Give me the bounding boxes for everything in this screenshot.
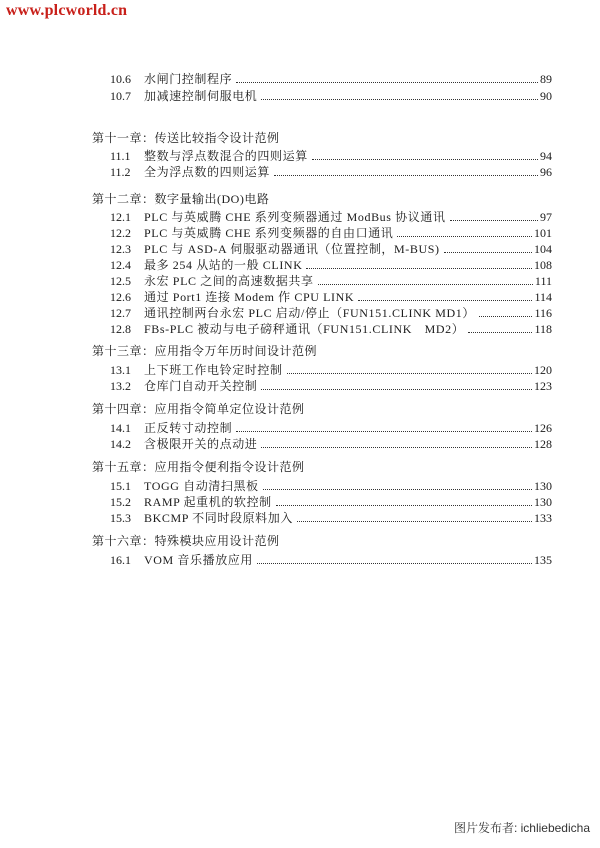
section-title: 水闸门控制程序 — [144, 72, 233, 86]
dot-leader — [450, 220, 538, 221]
section-number: 12.3 — [110, 242, 131, 256]
section-number: 14.2 — [110, 437, 131, 451]
section-number: 10.6 — [110, 72, 131, 86]
section-number: 12.6 — [110, 290, 131, 304]
section-title: 永宏 PLC 之间的高速数据共享 — [144, 274, 314, 288]
page-number: 104 — [534, 242, 552, 256]
page-number: 96 — [540, 165, 552, 179]
section-title: BKCMP 不同时段原料加入 — [144, 511, 293, 525]
dot-leader — [236, 431, 532, 432]
page-number: 130 — [534, 495, 552, 509]
chapter-heading[interactable]: 第十二章：数字量输出(DO)电路 — [92, 192, 270, 206]
section-number: 15.3 — [110, 511, 131, 525]
section-number: 15.2 — [110, 495, 131, 509]
section-title: 加减速控制伺服电机 — [144, 89, 258, 103]
dot-leader — [318, 284, 533, 285]
section-title: 含极限开关的点动进 — [144, 437, 258, 451]
section-number: 12.4 — [110, 258, 131, 272]
page-number: 118 — [534, 322, 552, 336]
section-number: 11.1 — [110, 149, 131, 163]
site-watermark: www.plcworld.cn — [6, 2, 128, 19]
toc-row[interactable] — [110, 377, 552, 393]
chapter-heading[interactable]: 第十五章：应用指令便利指令设计范例 — [92, 460, 305, 474]
dot-leader — [358, 300, 532, 301]
page-number: 90 — [540, 89, 552, 103]
section-number: 12.1 — [110, 210, 131, 224]
dot-leader — [397, 236, 532, 237]
page-number: 108 — [534, 258, 552, 272]
section-title: PLC 与英威腾 CHE 系列变频器通过 ModBus 协议通讯 — [144, 210, 446, 224]
toc-row[interactable] — [110, 477, 552, 493]
dot-leader — [312, 159, 538, 160]
toc-row[interactable] — [110, 70, 552, 86]
section-number: 12.7 — [110, 306, 131, 320]
toc-row[interactable] — [110, 361, 552, 377]
section-title: 通讯控制两台永宏 PLC 启动/停止（FUN151.CLINK MD1） — [144, 306, 475, 320]
dot-leader — [261, 447, 532, 448]
toc-row[interactable] — [110, 551, 552, 567]
section-title: 最多 254 从站的一般 CLINK — [144, 258, 303, 272]
page-number: 123 — [534, 379, 552, 393]
toc-row[interactable] — [110, 509, 552, 525]
dot-leader — [444, 252, 532, 253]
section-number: 12.8 — [110, 322, 131, 336]
section-number: 12.5 — [110, 274, 131, 288]
section-number: 16.1 — [110, 553, 131, 567]
page-number: 101 — [534, 226, 552, 240]
page-number: 126 — [534, 421, 552, 435]
dot-leader — [261, 389, 532, 390]
section-number: 15.1 — [110, 479, 131, 493]
toc-row[interactable] — [110, 208, 552, 224]
dot-leader — [257, 563, 532, 564]
dot-leader — [287, 373, 532, 374]
page-number: 89 — [540, 72, 552, 86]
page-number: 114 — [534, 290, 552, 304]
toc-row[interactable] — [110, 87, 552, 103]
section-title: 全为浮点数的四则运算 — [144, 165, 271, 179]
toc-row[interactable] — [110, 163, 552, 179]
page-number: 120 — [534, 363, 552, 377]
section-number: 13.2 — [110, 379, 131, 393]
toc-row[interactable] — [110, 256, 552, 272]
page-number: 133 — [534, 511, 552, 525]
page-number: 130 — [534, 479, 552, 493]
dot-leader — [236, 82, 538, 83]
toc-row[interactable] — [110, 435, 552, 451]
toc-row[interactable] — [110, 493, 552, 509]
page-number: 116 — [534, 306, 552, 320]
page-number: 135 — [534, 553, 552, 567]
toc-row[interactable] — [110, 288, 552, 304]
toc-row[interactable] — [110, 272, 552, 288]
section-title: RAMP 起重机的软控制 — [144, 495, 272, 509]
chapter-heading[interactable]: 第十四章：应用指令简单定位设计范例 — [92, 402, 305, 416]
chapter-heading[interactable]: 第十六章：特殊模块应用设计范例 — [92, 534, 280, 548]
section-title: VOM 音乐播放应用 — [144, 553, 254, 567]
section-title: PLC 与 ASD-A 伺服驱动器通讯（位置控制，M-BUS) — [144, 242, 440, 256]
page-number: 94 — [540, 149, 552, 163]
dot-leader — [263, 489, 532, 490]
section-title: PLC 与英威腾 CHE 系列变频器的自由口通讯 — [144, 226, 394, 240]
section-title: 上下班工作电铃定时控制 — [144, 363, 283, 377]
dot-leader — [276, 505, 532, 506]
page-number: 97 — [540, 210, 552, 224]
section-title: TOGG 自动清扫黑板 — [144, 479, 259, 493]
dot-leader — [274, 175, 538, 176]
section-title: 通过 Port1 连接 Modem 作 CPU LINK — [144, 290, 355, 304]
chapter-heading[interactable]: 第十一章：传送比较指令设计范例 — [92, 131, 280, 145]
section-number: 13.1 — [110, 363, 131, 377]
toc-row[interactable] — [110, 419, 552, 435]
section-title: FBs-PLC 被动与电子磅秤通讯（FUN151.CLINK MD2） — [144, 322, 465, 336]
section-number: 12.2 — [110, 226, 131, 240]
toc-row[interactable] — [110, 320, 552, 336]
section-number: 11.2 — [110, 165, 131, 179]
toc-row[interactable] — [110, 240, 552, 256]
section-title: 仓库门自动开关控制 — [144, 379, 258, 393]
section-number: 14.1 — [110, 421, 131, 435]
page-number: 111 — [534, 274, 552, 288]
section-title: 整数与浮点数混合的四则运算 — [144, 149, 308, 163]
toc-row[interactable] — [110, 304, 552, 320]
section-number: 10.7 — [110, 89, 131, 103]
dot-leader — [297, 521, 532, 522]
section-title: 正反转寸动控制 — [144, 421, 233, 435]
dot-leader — [306, 268, 532, 269]
toc-row[interactable] — [110, 224, 552, 240]
chapter-heading[interactable]: 第十三章：应用指令万年历时间设计范例 — [92, 344, 318, 358]
dot-leader — [261, 99, 538, 100]
image-credit: 图片发布者: ichliebedicha — [453, 821, 590, 835]
dot-leader — [468, 332, 532, 333]
dot-leader — [479, 316, 532, 317]
page-number: 128 — [534, 437, 552, 451]
toc-row[interactable] — [110, 147, 552, 163]
